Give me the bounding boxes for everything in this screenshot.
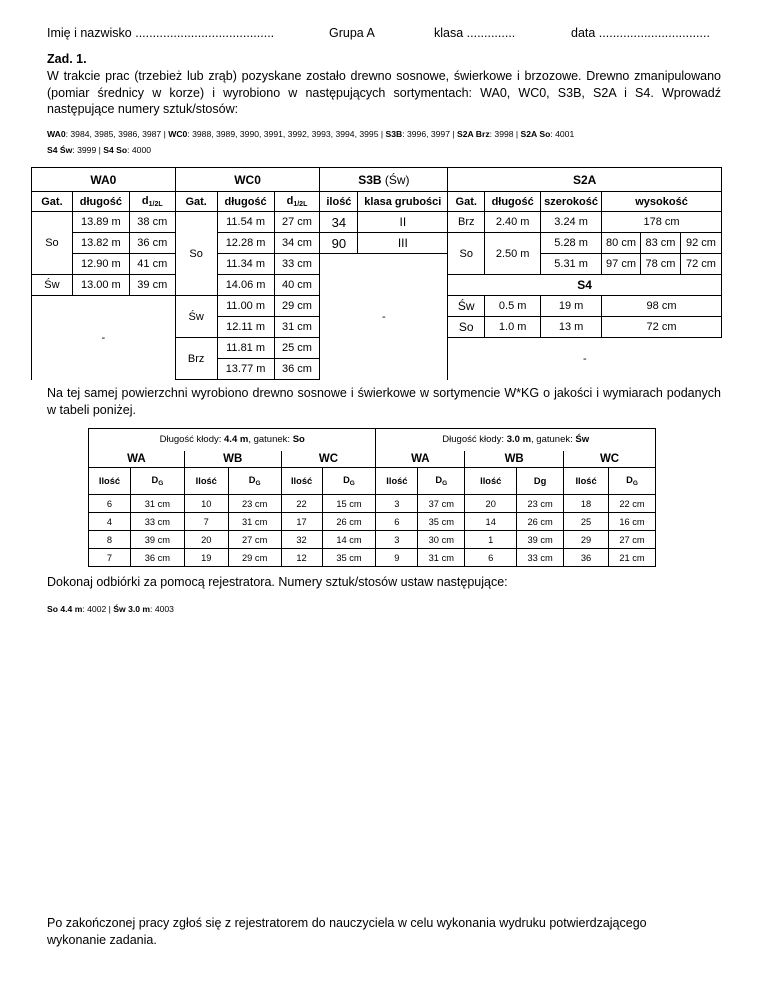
table-cell: 39 cm <box>517 531 564 549</box>
col-header: Ilość <box>564 468 609 495</box>
number-values: : 4000 <box>127 145 152 155</box>
wa0-species-so: So <box>32 212 73 275</box>
wc0-species-so: So <box>175 212 217 296</box>
task-title: Zad. 1. <box>47 52 87 66</box>
wc0-diameter: 33 cm <box>274 254 320 275</box>
table-cell: 27 cm <box>228 531 281 549</box>
footer-note: Po zakończonej pracy zgłoś się z rejestratorem do nauczyciela w celu wykonania wydruku potwierdzającego wykonanie zadania. <box>47 916 647 947</box>
table-cell: 17 <box>281 513 322 531</box>
s2a-height: 97 cm <box>602 254 641 275</box>
wa0-length: 13.82 m <box>72 233 129 254</box>
wc0-length: 11.34 m <box>217 254 274 275</box>
table-cell: 18 <box>564 495 609 513</box>
group-wb: WB <box>465 451 564 468</box>
s3b-class: III <box>358 233 448 254</box>
col-gat: Gat. <box>32 192 73 212</box>
number-label: S3B <box>385 129 403 139</box>
number-values: : 3998 | <box>489 129 521 139</box>
table-cell: 36 cm <box>130 549 184 567</box>
s4-length: 1.0 m <box>485 317 541 338</box>
wa0-header: WA0 <box>32 168 176 192</box>
wc0-length: 14.06 m <box>217 275 274 296</box>
class-field-label: klasa .............. <box>434 26 516 40</box>
table-cell: 14 <box>465 513 517 531</box>
paragraph-2: Na tej samej powierzchni wyrobiono drewno sosnowe i świerkowe w sortymencie W*KG o jakości i wymiarach podanych w tabeli poniżej. <box>47 386 721 417</box>
wa0-length: 13.89 m <box>72 212 129 233</box>
table-cell: 20 <box>184 531 228 549</box>
table-cell: 26 cm <box>517 513 564 531</box>
table-cell: 15 cm <box>322 495 376 513</box>
table-cell: 10 <box>184 495 228 513</box>
table-cell: 23 cm <box>517 495 564 513</box>
wc0-species-brz: Brz <box>175 338 217 380</box>
s2a-species-so: So <box>448 233 485 275</box>
number-label: S4 Św <box>47 145 73 155</box>
col-d: $d_{1/2L}$ <box>274 192 320 212</box>
table-cell: 1 <box>465 531 517 549</box>
s4-header: S4 <box>448 275 722 296</box>
numbers-line-1 <box>47 129 574 139</box>
wa0-length: 13.00 m <box>72 275 129 296</box>
wc0-diameter: 31 cm <box>274 317 320 338</box>
wc0-diameter: 40 cm <box>274 275 320 296</box>
group-wb: WB <box>184 451 281 468</box>
wa0-empty: - <box>32 296 176 380</box>
col-d: $d_{1/2L}$ <box>129 192 175 212</box>
s4-height: 98 cm <box>602 296 722 317</box>
s3b-empty: - <box>320 254 448 380</box>
table-cell: 29 cm <box>228 549 281 567</box>
number-label: S4 So <box>103 145 128 155</box>
s2a-height: 80 cm <box>602 233 641 254</box>
s4-width: 19 m <box>541 296 602 317</box>
wc0-diameter: 36 cm <box>274 359 320 380</box>
s2a-length: 2.40 m <box>485 212 541 233</box>
group-wc: WC <box>564 451 656 468</box>
col-ilosc: ilość <box>320 192 358 212</box>
col-wysokosc: wysokość <box>602 192 722 212</box>
wc0-diameter: 25 cm <box>274 338 320 359</box>
col-header: Ilość <box>184 468 228 495</box>
numbers-line-3 <box>47 604 174 614</box>
table-cell: 27 cm <box>608 531 655 549</box>
s2a-length: 2.50 m <box>485 233 541 275</box>
sortiment-table <box>31 167 722 380</box>
table-cell: 32 <box>281 531 322 549</box>
table-cell: 21 cm <box>608 549 655 567</box>
wc0-length: 11.54 m <box>217 212 274 233</box>
s4-species-so: So <box>448 317 485 338</box>
caption-right: Długość kłody: 3.0 m, gatunek: Św <box>376 429 656 451</box>
number-label: S2A So <box>520 129 551 139</box>
table-row <box>89 549 656 567</box>
wkg-table <box>88 428 656 567</box>
table-cell: 3 <box>376 495 418 513</box>
s2a-height: 78 cm <box>641 254 681 275</box>
s2a-height: 72 cm <box>680 254 721 275</box>
table-cell: 6 <box>465 549 517 567</box>
wa0-diameter: 36 cm <box>129 233 175 254</box>
table-cell: 30 cm <box>418 531 465 549</box>
col-header: $D_G$ <box>322 468 376 495</box>
s3b-class: II <box>358 212 448 233</box>
table-cell: 9 <box>376 549 418 567</box>
s4-empty: - <box>448 338 722 380</box>
wa0-diameter: 38 cm <box>129 212 175 233</box>
number-label: WC0 <box>168 129 188 139</box>
table-cell: 3 <box>376 531 418 549</box>
numbers-line-2 <box>47 145 151 155</box>
col-header: Ilość <box>281 468 322 495</box>
s2a-width: 5.31 m <box>541 254 602 275</box>
caption-left: Długość kłody: 4.4 m, gatunek: So <box>89 429 376 451</box>
s3b-count: 34 <box>320 212 358 233</box>
table-cell: 6 <box>89 495 131 513</box>
col-header: $D_G$ <box>130 468 184 495</box>
table-cell: 23 cm <box>228 495 281 513</box>
table-cell: 33 cm <box>130 513 184 531</box>
name-field-label: Imię i nazwisko ........................................ <box>47 26 275 40</box>
s2a-height: 83 cm <box>641 233 681 254</box>
wc0-diameter: 29 cm <box>274 296 320 317</box>
table-cell: 39 cm <box>130 531 184 549</box>
s3b-count: 90 <box>320 233 358 254</box>
table-cell: 31 cm <box>130 495 184 513</box>
table-cell: 31 cm <box>228 513 281 531</box>
col-klasa: klasa grubości <box>358 192 448 212</box>
col-header: $D_G$ <box>228 468 281 495</box>
table-row <box>89 495 656 513</box>
table-cell: 4 <box>89 513 131 531</box>
group-wa: WA <box>89 451 185 468</box>
wc0-length: 11.00 m <box>217 296 274 317</box>
wc0-length: 11.81 m <box>217 338 274 359</box>
table-cell: 6 <box>376 513 418 531</box>
s2a-width: 3.24 m <box>541 212 602 233</box>
table-cell: 35 cm <box>322 549 376 567</box>
wc0-header: WC0 <box>175 168 320 192</box>
number-values: : 3996, 3997 | <box>402 129 457 139</box>
col-dlugosc: długość <box>485 192 541 212</box>
s2a-height: 92 cm <box>680 233 721 254</box>
col-szerokosc: szerokość <box>541 192 602 212</box>
table-cell: 25 <box>564 513 609 531</box>
table-cell: 37 cm <box>418 495 465 513</box>
table-cell: 7 <box>184 513 228 531</box>
col-header: $D_G$ <box>608 468 655 495</box>
wc0-length: 13.77 m <box>217 359 274 380</box>
table-cell: 35 cm <box>418 513 465 531</box>
wa0-species-sw: Św <box>32 275 73 296</box>
table-row <box>89 531 656 549</box>
group-wc: WC <box>281 451 376 468</box>
task-paragraph: W trakcie prac (trzebież lub zrąb) pozyskane zostało drewno sosnowe, świerkowe i brzozowe. Drewno zmanipulowano (pomiar średnicy w korze) i wyrobiono w następujących sortymentach: WA0, WC0, S3B, S2A i S4. Wprowadź następujące numery sztuk/stosów: <box>47 69 721 117</box>
number-label: So 4.4 m <box>47 604 83 614</box>
table-cell: 8 <box>89 531 131 549</box>
s3b-header: S3B (Św) <box>320 168 448 192</box>
table-cell: 12 <box>281 549 322 567</box>
table-cell: 16 cm <box>608 513 655 531</box>
wa0-diameter: 39 cm <box>129 275 175 296</box>
group-wa: WA <box>376 451 465 468</box>
number-values: : 3984, 3985, 3986, 3987 | <box>65 129 169 139</box>
table-row <box>89 513 656 531</box>
s4-length: 0.5 m <box>485 296 541 317</box>
wa0-length: 12.90 m <box>72 254 129 275</box>
col-gat: Gat. <box>175 192 217 212</box>
wa0-diameter: 41 cm <box>129 254 175 275</box>
table-cell: 14 cm <box>322 531 376 549</box>
number-values: : 3999 | <box>72 145 104 155</box>
col-header: Dg <box>517 468 564 495</box>
s4-species-sw: Św <box>448 296 485 317</box>
col-header: Ilość <box>89 468 131 495</box>
table-cell: 36 <box>564 549 609 567</box>
table-cell: 29 <box>564 531 609 549</box>
wc0-length: 12.28 m <box>217 233 274 254</box>
wc0-length: 12.11 m <box>217 317 274 338</box>
number-values: : 4002 | <box>82 604 114 614</box>
table-cell: 22 <box>281 495 322 513</box>
s2a-height: 178 cm <box>602 212 722 233</box>
col-dlugosc: długość <box>72 192 129 212</box>
table-cell: 19 <box>184 549 228 567</box>
paragraph-3: Dokonaj odbiórki za pomocą rejestratora. Numery sztuk/stosów ustaw następujące: <box>47 575 508 589</box>
wc0-diameter: 34 cm <box>274 233 320 254</box>
table-cell: 20 <box>465 495 517 513</box>
wc0-diameter: 27 cm <box>274 212 320 233</box>
table-cell: 22 cm <box>608 495 655 513</box>
number-values: : 4001 <box>550 129 575 139</box>
number-label: WA0 <box>47 129 66 139</box>
s2a-species-brz: Brz <box>448 212 485 233</box>
table-cell: 7 <box>89 549 131 567</box>
s4-height: 72 cm <box>602 317 722 338</box>
table-cell: 26 cm <box>322 513 376 531</box>
number-values: : 3988, 3989, 3990, 3991, 3992, 3993, 3994, 3995 | <box>187 129 386 139</box>
col-dlugosc: długość <box>217 192 274 212</box>
number-values: : 4003 <box>150 604 174 614</box>
wc0-species-sw: Św <box>175 296 217 338</box>
s2a-header: S2A <box>448 168 722 192</box>
s4-width: 13 m <box>541 317 602 338</box>
col-header: Ilość <box>465 468 517 495</box>
group-label: Grupa A <box>329 26 375 40</box>
s2a-width: 5.28 m <box>541 233 602 254</box>
table-cell: 31 cm <box>418 549 465 567</box>
col-header: Ilość <box>376 468 418 495</box>
table-cell: 33 cm <box>517 549 564 567</box>
number-label: S2A Brz <box>457 129 490 139</box>
date-field-label: data ................................ <box>571 26 710 40</box>
col-header: $D_G$ <box>418 468 465 495</box>
col-gat: Gat. <box>448 192 485 212</box>
number-label: Św 3.0 m <box>113 604 151 614</box>
